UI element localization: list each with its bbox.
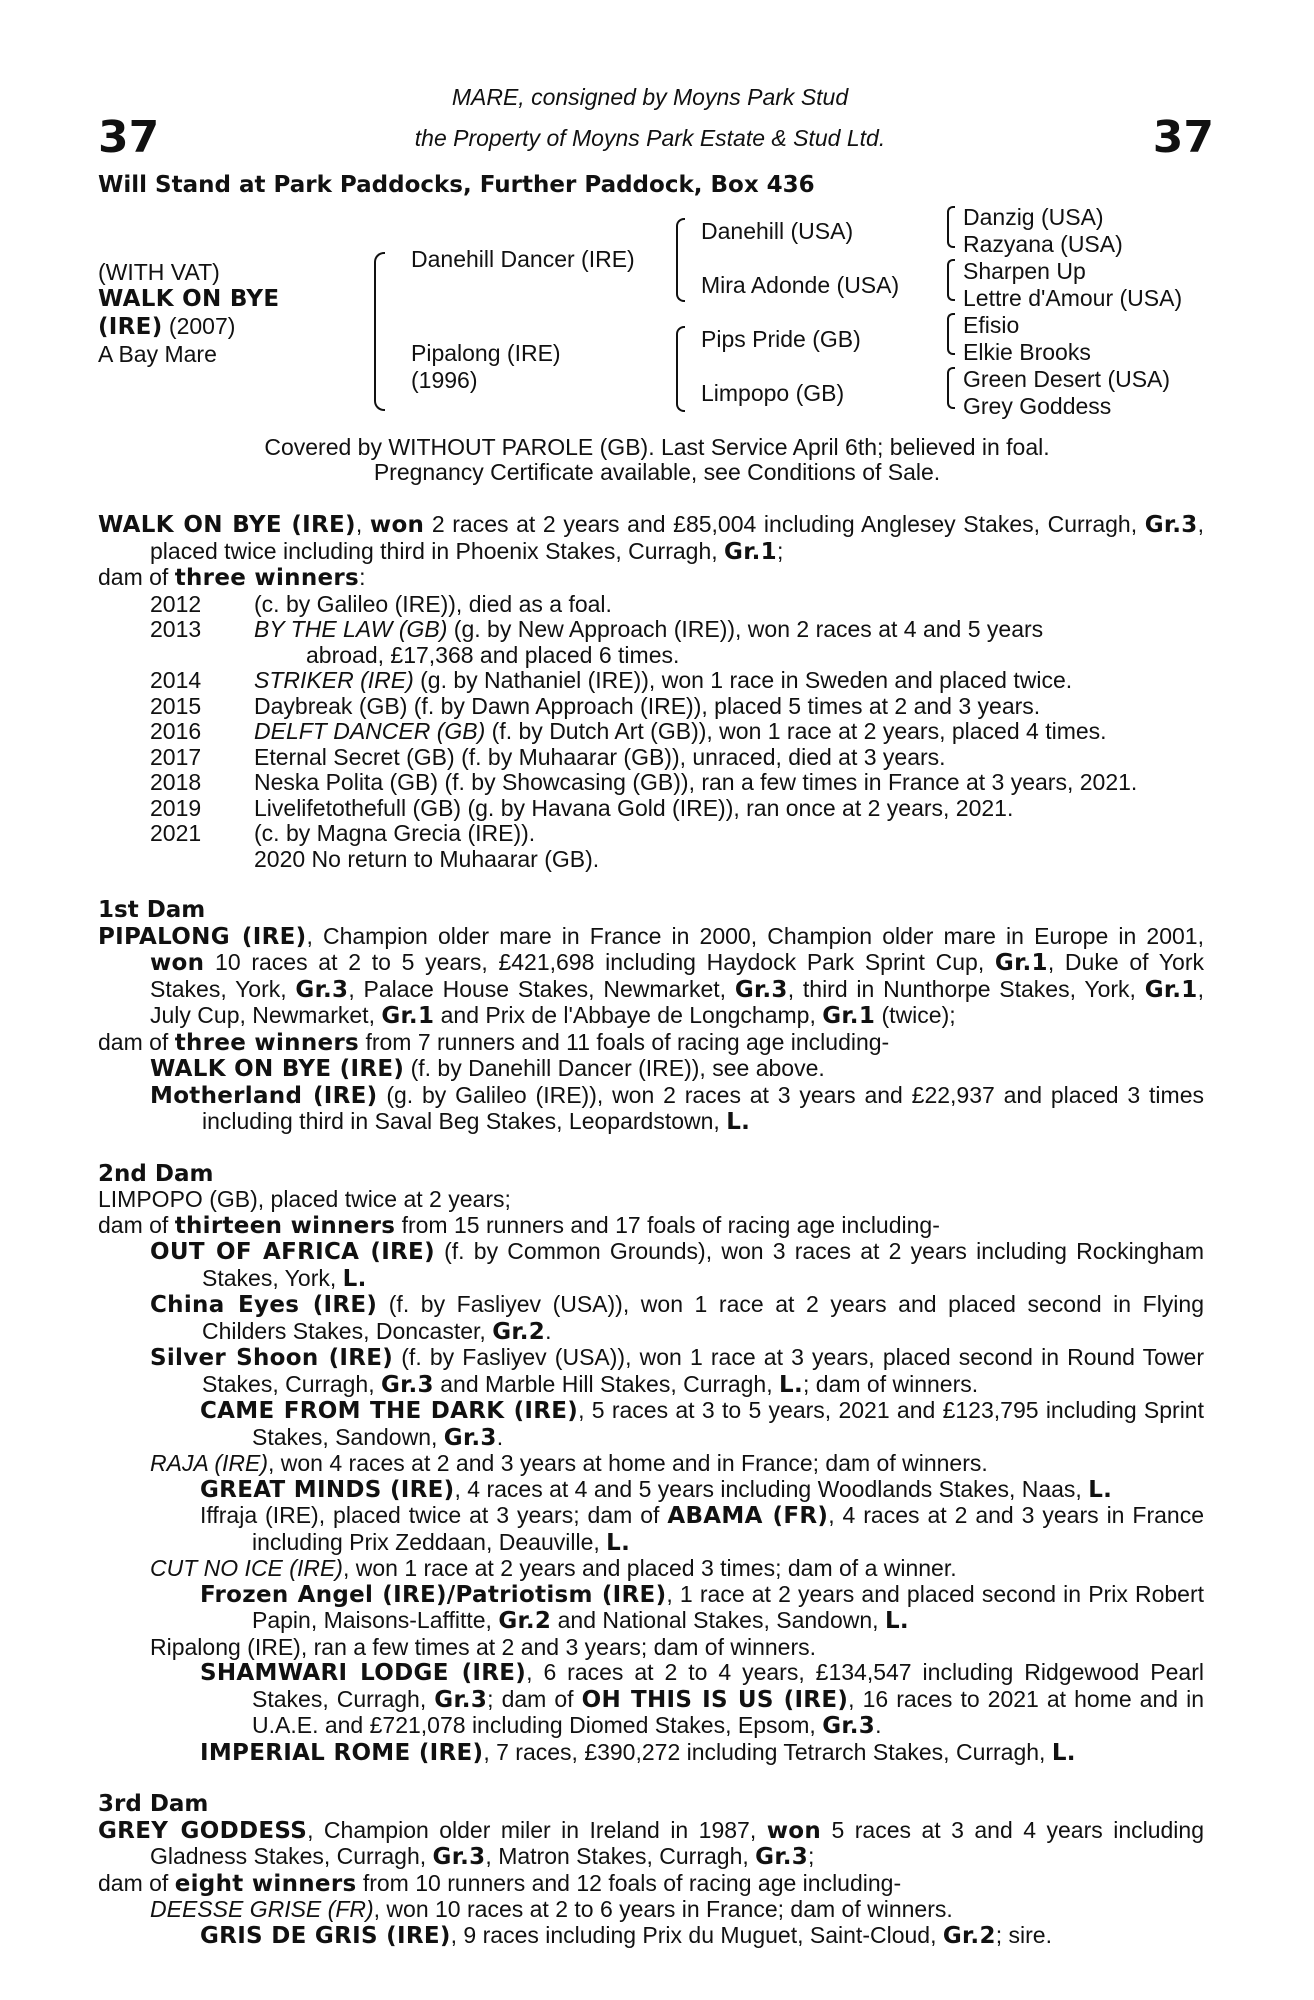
produce-name: STRIKER (IRE)	[254, 667, 414, 693]
offspring-name: WALK ON BYE (IRE)	[150, 1056, 405, 1082]
grade-label: Gr.3	[432, 1844, 486, 1870]
produce-name: DELFT DANCER (GB)	[254, 718, 486, 744]
offspring-text: , 4 races at 2 and 3 years in France including Prix Zeddaan, Deauville,	[252, 1502, 1204, 1555]
offspring-name: OH THIS IS US (IRE)	[581, 1686, 849, 1713]
produce-row	[98, 719, 1204, 745]
horse-description: A Bay Mare	[98, 341, 217, 367]
produce-text: (g. by Nathaniel (IRE)), won 1 race in Sweden and placed twice.	[413, 667, 1073, 693]
grade-label: Gr.3	[295, 976, 349, 1003]
pedigree-dam-dam: Limpopo (GB)	[701, 380, 845, 406]
winners-count: three winners	[174, 565, 360, 591]
produce-text: (g. by New Approach (IRE)), won 2 races at 4 and 5 years	[447, 616, 1044, 642]
listed-label: L.	[342, 1265, 367, 1292]
grade-label: Gr.3	[1144, 512, 1198, 538]
dam-of-label: dam of	[98, 1028, 175, 1055]
produce-text: Neska Polita (GB) (f. by Showcasing (GB)), ran a few times in France at 3 years, 2021.	[254, 769, 1138, 795]
first-dam-heading: 1st Dam	[98, 897, 206, 923]
produce-row	[98, 821, 1204, 847]
pedigree-sire-dam: Mira Adonde (USA)	[701, 272, 900, 298]
produce-year: 2012	[150, 590, 202, 617]
listed-label: L.	[1088, 1476, 1113, 1503]
mare-record: WALK ON BYE (IRE), won 2 races at 2 years and £85,004 including Anglesey Stakes, Curragh, Gr.3, placed twice including third in Phoenix Stakes, Curragh, Gr.1;	[98, 511, 1204, 565]
pedigree-dsd: Elkie Brooks	[963, 339, 1091, 365]
offspring-text: Iffraja (IRE), placed twice at 3 years; dam of	[200, 1502, 668, 1528]
produce-row	[98, 745, 1204, 771]
offspring-text: , won 4 races at 2 and 3 years at home and in France; dam of winners.	[268, 1450, 988, 1476]
dam-of-label: dam of	[98, 1211, 175, 1238]
won-label: won	[369, 512, 425, 538]
offspring-text: and National Stakes, Sandown,	[551, 1607, 885, 1633]
offspring-text: (f. by Danehill Dancer (IRE)), see above.	[404, 1055, 825, 1081]
pedigree-brace-ss	[947, 206, 955, 248]
offspring-text: ; dam of winners.	[803, 1370, 979, 1397]
offspring-entry	[98, 1292, 1204, 1345]
pedigree-brace-sd	[947, 259, 955, 301]
dam1-text: 10 races at 2 to 5 years, £421,698 including Haydock Park Sprint Cup,	[204, 949, 995, 975]
produce-row	[98, 796, 1204, 822]
grade-label: Gr.3	[755, 1844, 809, 1870]
pedigree-ssd: Razyana (USA)	[963, 231, 1123, 257]
offspring-text: , 4 races at 4 and 5 years including Woodlands Stakes, Naas,	[454, 1475, 1089, 1502]
pedigree-dam-year: (1996)	[411, 367, 478, 393]
pedigree-sdd: Lettre d'Amour (USA)	[963, 285, 1183, 311]
winners-count: three winners	[174, 1029, 360, 1056]
pedigree-sire: Danehill Dancer (IRE)	[411, 246, 635, 272]
offspring-name: CAME FROM THE DARK (IRE)	[200, 1398, 579, 1424]
offspring-text: (g. by Galileo (IRE)), won 2 races at 3 years and £22,937 and placed 3 times including third in Saval Beg Stakes, Leopardstown,	[202, 1081, 1204, 1134]
produce-row	[98, 592, 1204, 618]
pedigree-sire-sire: Danehill (USA)	[701, 218, 854, 244]
pedigree-brace-sire	[676, 218, 685, 302]
offspring-entry: Ripalong (IRE), ran a few times at 2 and 3 years; dam of winners.	[150, 1633, 817, 1660]
listed-label: L.	[606, 1529, 631, 1556]
dam-of-colon: :	[359, 564, 366, 590]
produce-year: 2013	[150, 616, 202, 642]
third-dam-heading: 3rd Dam	[98, 1791, 209, 1817]
produce-text: (f. by Dutch Art (GB)), won 1 race at 2 years, placed 4 times.	[485, 718, 1107, 744]
pedigree-ddd: Grey Goddess	[963, 393, 1112, 419]
first-dam-name: PIPALONG (IRE)	[98, 923, 307, 950]
pedigree-sss: Danzig (USA)	[963, 204, 1104, 230]
offspring-name: DEESSE GRISE (FR)	[150, 1896, 374, 1922]
won-label: won	[150, 950, 205, 976]
produce-year: 2014	[150, 667, 202, 693]
produce-name: BY THE LAW (GB)	[254, 616, 448, 642]
offspring-text: .	[875, 1712, 882, 1738]
produce-text: Eternal Secret (GB) (f. by Muhaarar (GB)), unraced, died at 3 years.	[254, 743, 946, 770]
dam1-text: , Palace House Stakes, Newmarket,	[348, 975, 735, 1002]
pedigree-brace-dd	[947, 367, 955, 409]
offspring-entry	[98, 1239, 1204, 1292]
third-dam-name: GREY GODDESS	[98, 1817, 308, 1844]
dam1-text: , third in Nunthorpe Stakes, York,	[787, 975, 1145, 1002]
mare-text-1: 2 races at 2 years and £85,004 including Anglesey Stakes, Curragh,	[424, 511, 1145, 537]
produce-year: 2016	[150, 718, 202, 744]
grade-label: Gr.1	[822, 1003, 876, 1029]
grade-label: Gr.2	[498, 1608, 552, 1634]
dam1-text: , July Cup, Newmarket,	[150, 975, 1204, 1028]
offspring-text: , 16 races to 2021 at home and in U.A.E. and £721,078 including Diomed Stakes, Epsom,	[252, 1685, 1204, 1738]
produce-text: (c. by Galileo (IRE)), died as a foal.	[254, 590, 612, 617]
offspring-text: , 9 races including Prix du Muguet, Saint-Cloud,	[450, 1921, 943, 1948]
offspring-text: , 5 races at 3 to 5 years, 2021 and £123,795 including Sprint Stakes, Sandown,	[252, 1397, 1204, 1450]
offspring-name: OUT OF AFRICA (IRE)	[150, 1239, 435, 1265]
offspring-name: GRIS DE GRIS (IRE)	[200, 1922, 451, 1949]
offspring-name: IMPERIAL ROME (IRE)	[200, 1739, 484, 1766]
dam-of-rest: from 7 runners and 11 foals of racing age including-	[359, 1028, 890, 1055]
third-dam-of	[98, 1871, 1204, 1898]
produce-row	[98, 668, 1204, 694]
produce-text-cont: abroad, £17,368 and placed 6 times.	[306, 641, 680, 668]
dam3-text: , Matron Stakes, Curragh,	[485, 1843, 756, 1869]
offspring-entry	[98, 1556, 1204, 1582]
offspring-text: and Marble Hill Stakes, Curragh,	[433, 1370, 780, 1397]
won-label: won	[766, 1817, 822, 1844]
dam1-text: , Champion older mare in France in 2000, Champion older mare in Europe in 2001,	[306, 922, 1204, 949]
grand-offspring-entry	[98, 1740, 1204, 1767]
covered-line-2: Pregnancy Certificate available, see Conditions of Sale.	[373, 459, 941, 485]
offspring-name: Frozen Angel (IRE)/Patriotism (IRE)	[200, 1581, 667, 1608]
dam-of-label: dam of	[98, 564, 175, 590]
produce-text: Livelifetothefull (GB) (g. by Havana Gold (IRE)), ran once at 2 years, 2021.	[254, 794, 1014, 821]
produce-record	[98, 592, 1204, 873]
offspring-text: (f. by Fasliyev (USA)), won 1 race at 2 years and placed second in Flying Childers Stakes, Doncaster,	[202, 1291, 1204, 1344]
covered-line-1: Covered by WITHOUT PAROLE (GB). Last Service April 6th; believed in foal.	[264, 434, 1050, 460]
pedigree-dss: Efisio	[963, 312, 1020, 338]
mare-name: WALK ON BYE (IRE)	[98, 512, 356, 538]
dam-of-label: dam of	[98, 1869, 175, 1896]
offspring-entry	[98, 1083, 1204, 1136]
horse-identity	[98, 259, 279, 368]
second-dam-of	[98, 1213, 1204, 1240]
dam1-text: , Duke of York Stakes, York,	[150, 949, 1204, 1002]
dam3-text: 5 races at 3 and 4 years including Gladness Stakes, Curragh,	[150, 1816, 1204, 1869]
grade-label: Gr.3	[734, 976, 788, 1003]
listed-label: L.	[726, 1109, 751, 1135]
offspring-name: Silver Shoon (IRE)	[150, 1345, 394, 1371]
produce-row	[98, 770, 1204, 796]
consignment-line: MARE, consigned by Moyns Park Stud	[451, 84, 849, 110]
offspring-text: , won 1 race at 2 years and placed 3 times; dam of a winner.	[342, 1555, 957, 1581]
grade-label: Gr.1	[724, 538, 777, 565]
produce-text: 2020 No return to Muhaarar (GB).	[254, 845, 600, 872]
mare-text-2: , placed twice including third in Phoenix Stakes, Curragh,	[150, 511, 1204, 564]
mare-dam-of	[98, 565, 1204, 592]
dam-of-rest: from 15 runners and 17 foals of racing age including-	[395, 1211, 940, 1238]
lot-number-left: 37	[98, 112, 160, 163]
vat-note: (WITH VAT)	[98, 259, 220, 285]
produce-row	[98, 617, 1204, 668]
lot-number-right: 37	[1152, 112, 1214, 163]
winners-count: thirteen winners	[174, 1212, 396, 1239]
grand-offspring-entry	[98, 1477, 1204, 1504]
produce-year: 2015	[150, 692, 202, 719]
grand-offspring-entry	[98, 1398, 1204, 1451]
offspring-entry	[98, 1056, 1204, 1083]
pedigree-dds: Green Desert (USA)	[963, 366, 1171, 392]
grade-label: Gr.2	[492, 1318, 546, 1345]
property-line: the Property of Moyns Park Estate & Stud Ltd.	[414, 125, 886, 151]
offspring-text: ; sire.	[995, 1921, 1052, 1948]
grade-label: Gr.1	[1144, 976, 1198, 1003]
horse-year: (2007)	[162, 313, 236, 339]
pedigree-dam: Pipalong (IRE)	[411, 340, 561, 366]
second-dam-heading: 2nd Dam	[98, 1160, 214, 1187]
grade-label: Gr.3	[380, 1371, 434, 1398]
grand-offspring-entry	[98, 1582, 1204, 1635]
horse-name: WALK ON BYE	[98, 286, 280, 312]
produce-year: 2019	[150, 794, 202, 821]
produce-year: 2021	[150, 820, 202, 846]
dam3-text: ;	[808, 1843, 815, 1869]
listed-label: L.	[1051, 1739, 1076, 1766]
grand-offspring-entry	[98, 1503, 1204, 1556]
first-dam-of	[98, 1030, 1204, 1057]
offspring-name: RAJA (IRE)	[150, 1450, 268, 1476]
produce-row	[98, 847, 1204, 873]
produce-year: 2017	[150, 743, 202, 770]
third-dam-record	[98, 1818, 1204, 1871]
produce-text: Daybreak (GB) (f. by Dawn Approach (IRE)), placed 5 times at 2 and 3 years.	[254, 692, 1041, 719]
produce-year	[98, 847, 254, 873]
offspring-text: , won 10 races at 2 to 6 years in France; dam of winners.	[373, 1896, 953, 1922]
listed-label: L.	[779, 1371, 804, 1398]
dam1-text: (twice);	[875, 1002, 956, 1028]
offspring-text: .	[545, 1317, 552, 1344]
listed-label: L.	[884, 1608, 909, 1634]
offspring-name: ABAMA (FR)	[667, 1503, 829, 1529]
offspring-entry	[98, 1897, 1204, 1923]
covered-note	[100, 435, 1214, 485]
dam3-text: , Champion older miler in Ireland in 1987,	[307, 1816, 767, 1843]
offspring-text: .	[496, 1423, 504, 1450]
pedigree-brace-dam	[676, 326, 685, 412]
offspring-text: , 1 race at 2 years and placed second in Prix Robert Papin, Maisons-Laffitte,	[252, 1580, 1204, 1633]
offspring-entry	[98, 1451, 1204, 1477]
offspring-entry	[98, 1345, 1204, 1398]
offspring-text: , 6 races at 2 to 4 years, £134,547 including Ridgewood Pearl Stakes, Curragh,	[252, 1659, 1204, 1712]
produce-row	[98, 694, 1204, 720]
dam-of-rest: from 10 runners and 12 foals of racing age including-	[356, 1869, 902, 1896]
grade-label: Gr.2	[942, 1922, 996, 1949]
offspring-name: China Eyes (IRE)	[150, 1292, 378, 1318]
offspring-text: (f. by Common Grounds), won 3 races at 2 years including Rockingham Stakes, York,	[202, 1238, 1204, 1291]
offspring-name: CUT NO ICE (IRE)	[150, 1555, 343, 1581]
grade-label: Gr.1	[994, 950, 1048, 976]
offspring-text: , 7 races, £390,272 including Tetrarch Stakes, Curragh,	[483, 1738, 1052, 1765]
horse-country: (IRE)	[98, 314, 163, 340]
offspring-name: Motherland (IRE)	[150, 1082, 378, 1109]
grand-offspring-entry	[98, 1660, 1204, 1740]
pedigree-dam-sire: Pips Pride (GB)	[701, 326, 861, 352]
grade-label: Gr.3	[434, 1686, 488, 1713]
pedigree-sds: Sharpen Up	[963, 258, 1086, 284]
offspring-text: ; dam of	[487, 1685, 582, 1712]
winners-count: eight winners	[174, 1870, 357, 1897]
stand-location: Will Stand at Park Paddocks, Further Paddock, Box 436	[98, 172, 815, 198]
dam1-text: and Prix de l'Abbaye de Longchamp,	[434, 1002, 823, 1028]
pedigree-brace-ds	[947, 313, 955, 355]
offspring-name: GREAT MINDS (IRE)	[200, 1476, 455, 1503]
offspring-name: SHAMWARI LODGE (IRE)	[200, 1660, 527, 1686]
pedigree-brace-main	[374, 252, 385, 411]
second-dam-record: LIMPOPO (GB), placed twice at 2 years;	[98, 1186, 511, 1212]
grand-offspring-entry	[98, 1923, 1204, 1950]
produce-year: 2018	[150, 769, 202, 795]
catalogue-body	[98, 512, 1204, 1949]
mare-text-3: ;	[776, 537, 784, 564]
offspring-text: (f. by Fasliyev (USA)), won 1 race at 3 years, placed second in Round Tower Stakes, Curragh,	[202, 1344, 1204, 1397]
first-dam-record	[98, 924, 1204, 1030]
grade-label: Gr.1	[381, 1003, 435, 1029]
grade-label: Gr.3	[822, 1713, 876, 1739]
grade-label: Gr.3	[443, 1424, 497, 1451]
produce-text: (c. by Magna Grecia (IRE)).	[254, 820, 536, 846]
